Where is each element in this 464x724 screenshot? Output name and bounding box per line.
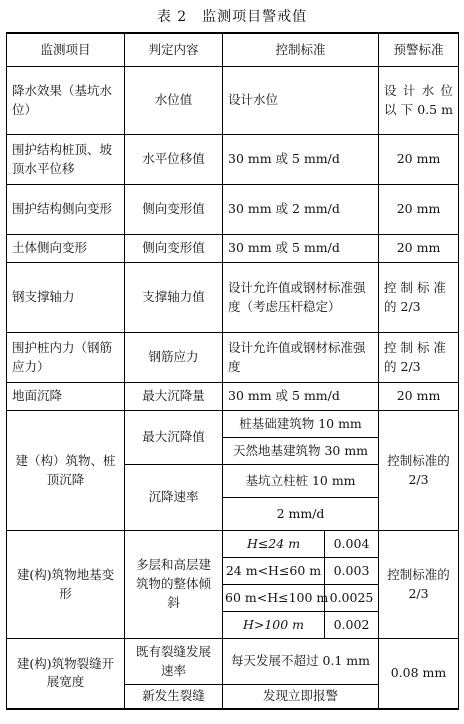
table-row [7, 235, 459, 263]
condition-value: 0.0025 [325, 585, 379, 612]
row-item: 钢支撑轴力 [7, 263, 125, 333]
row-content: 最大沉降值 [125, 411, 223, 465]
row-warning: 控制标准的 2/3 [379, 531, 459, 639]
row-item: 地面沉降 [7, 383, 125, 411]
row-content: 最大沉降量 [125, 383, 223, 411]
row-warning: 设 计 水 位 以 下 0.5 m [379, 67, 459, 135]
row-item: 围护桩内力（钢筋应力） [7, 333, 125, 383]
condition-value: 0.003 [325, 558, 379, 585]
row-control: 基坑立柱桩 10 mm [223, 465, 379, 498]
row-control: 设计允许值或钢材标准强度 [223, 333, 379, 383]
table-row [7, 135, 459, 185]
table-row [7, 263, 459, 333]
row-control: 发现立即报警 [223, 685, 379, 709]
condition-range: 24 m<H≤60 m [223, 558, 325, 585]
row-warning: 20 mm [379, 383, 459, 411]
row-control: 30 mm 或 5 mm/d [223, 383, 379, 411]
row-item: 降水效果（基坑水位） [7, 67, 125, 135]
row-control: 30 mm 或 5 mm/d [223, 235, 379, 263]
row-control: 30 mm 或 5 mm/d [223, 135, 379, 185]
row-content: 水平位移值 [125, 135, 223, 185]
table-row [7, 333, 459, 383]
row-item: 建（构）筑物、桩顶沉降 [7, 411, 125, 531]
row-content: 新发生裂缝 [125, 685, 223, 709]
row-warning: 20 mm [379, 185, 459, 235]
row-warning: 20 mm [379, 235, 459, 263]
header-row [7, 33, 459, 67]
table-row [7, 639, 459, 685]
condition-range: H>100 m [223, 612, 325, 639]
condition-range: 60 m<H≤100 m [223, 585, 325, 612]
table-row [7, 67, 459, 135]
row-control: 2 mm/d [223, 498, 379, 531]
header-item: 监测项目 [7, 33, 125, 67]
table-row [7, 411, 459, 438]
row-control: 设计允许值或钢材标准强度（考虑压杆稳定） [223, 263, 379, 333]
row-control: 每天发展不超过 0.1 mm [223, 639, 379, 685]
warning-values-table [6, 32, 459, 710]
row-control: 桩基础建筑物 10 mm [223, 411, 379, 438]
row-item: 建(构)筑物裂缝开展宽度 [7, 639, 125, 709]
row-control: 设计水位 [223, 67, 379, 135]
row-content: 侧向变形值 [125, 185, 223, 235]
condition-value: 0.002 [325, 612, 379, 639]
row-warning: 0.08 mm [379, 639, 459, 709]
row-content: 侧向变形值 [125, 235, 223, 263]
row-warning: 控 制 标 准的 2/3 [379, 333, 459, 383]
row-item: 围护结构侧向变形 [7, 185, 125, 235]
condition-range: H≤24 m [223, 531, 325, 558]
row-item: 围护结构桩顶、坡顶水平位移 [7, 135, 125, 185]
table-row [7, 383, 459, 411]
row-item: 土体侧向变形 [7, 235, 125, 263]
row-control: 天然地基建筑物 30 mm [223, 438, 379, 465]
row-content: 沉降速率 [125, 465, 223, 531]
row-control: 30 mm 或 2 mm/d [223, 185, 379, 235]
table-title: 表 2 监测项目警戒值 [156, 9, 308, 25]
table-row [7, 531, 459, 558]
row-content: 既有裂缝发展速率 [125, 639, 223, 685]
row-content: 钢筋应力 [125, 333, 223, 383]
header-content: 判定内容 [125, 33, 223, 67]
row-warning: 控 制 标 准的 2/3 [379, 263, 459, 333]
row-warning: 20 mm [379, 135, 459, 185]
header-control: 控制标准 [223, 33, 379, 67]
row-warning: 控制标准的 2/3 [379, 411, 459, 531]
row-item: 建(构)筑物地基变形 [7, 531, 125, 639]
header-warning: 预警标准 [379, 33, 459, 67]
row-content: 水位值 [125, 67, 223, 135]
condition-value: 0.004 [325, 531, 379, 558]
row-content: 支撑轴力值 [125, 263, 223, 333]
table-row [7, 185, 459, 235]
row-content: 多层和高层建筑物的整体倾斜 [125, 531, 223, 639]
